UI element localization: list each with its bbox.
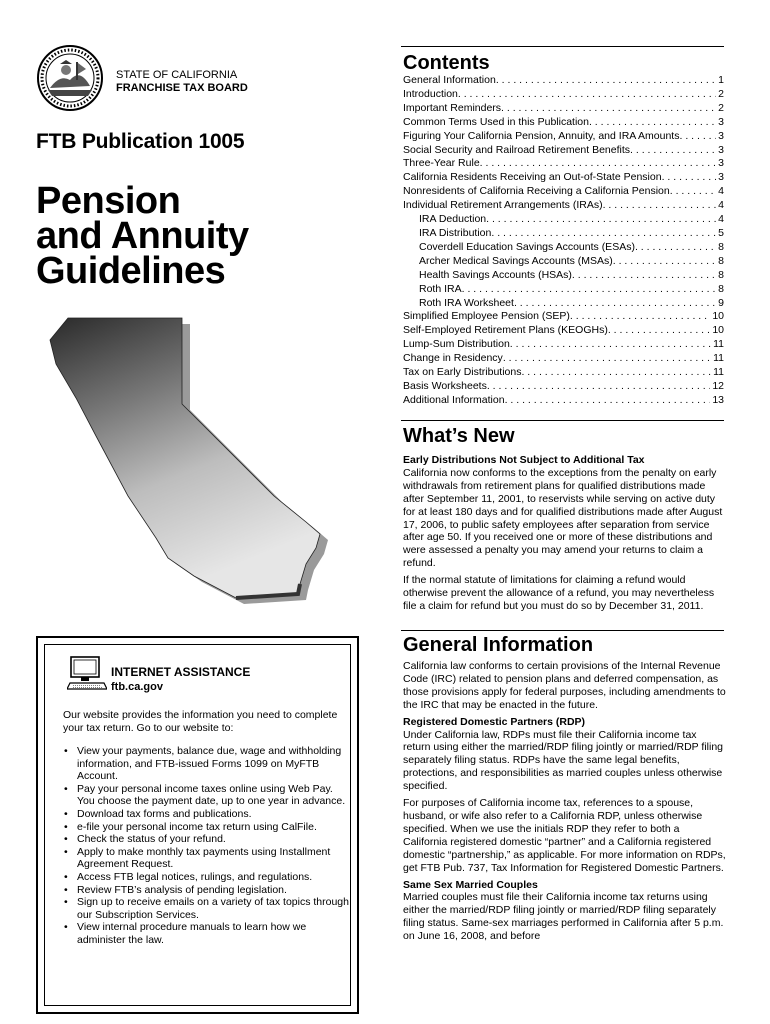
general-info-paragraph-4: Married couples must file their California income tax returns using either the married/RDP filing jointly or married/RDP filing separately filing status. Same-sex marriages performed in California after 5 p.m. on June 16, 2008, and before	[403, 891, 724, 943]
list-item: • Apply to make monthly tax payments using Installment Agreement Request.	[63, 846, 353, 871]
toc-entry[interactable]	[403, 324, 724, 338]
whats-new-heading: What’s New	[403, 425, 515, 447]
toc-dot-leader	[670, 185, 716, 199]
contents-heading: Contents	[403, 52, 490, 74]
toc-entry[interactable]	[403, 74, 724, 88]
toc-entry-page: 4	[718, 213, 724, 226]
toc-dot-leader	[491, 227, 716, 241]
general-information-section	[403, 660, 726, 943]
whats-new-paragraph-1: California now conforms to the exceptions from the penalty on early withdrawals from retirement plans for qualified distributions made after September 11, 2001, to reservists while serving on active duty for at least 180 days and for qualified distributions made after August 17, 2006, to public safety employees after separation from service after age 50. If you received one or more of these distributions and were assessed a penalty you may amend your returns to claim a refund.	[403, 466, 723, 570]
toc-entry-title: Basis Worksheets	[403, 379, 487, 392]
toc-entry-title: Roth IRA Worksheet	[419, 296, 514, 309]
toc-entry[interactable]	[403, 283, 724, 297]
list-item: • Pay your personal income taxes online using Web Pay. You choose the payment date, up to one year in advance.	[63, 783, 353, 808]
toc-dot-leader	[662, 171, 717, 185]
computer-icon	[67, 655, 107, 691]
toc-entry[interactable]	[403, 116, 724, 130]
whats-new-paragraph-2: If the normal statute of limitations for claiming a refund would otherwise prevent the allowance of a refund, you may nevertheless file a claim for refund but you must do so by December 31, 2011.	[403, 574, 715, 612]
publication-number: FTB Publication 1005	[36, 130, 245, 153]
document-title	[36, 180, 249, 292]
list-item: • e-file your personal income tax return using CalFile.	[63, 821, 353, 834]
general-info-paragraph-2: Under California law, RDPs must file their California income tax return using either the married/RDP filing jointly or married/RDP filing separately filing status. RDPs have the same legal benefits, protections, and responsibilities as married couples unless otherwise specified.	[403, 728, 723, 793]
agency-line-1: STATE OF CALIFORNIA	[116, 69, 238, 81]
toc-entry-page: 3	[718, 171, 724, 184]
toc-entry-title: Figuring Your California Pension, Annuity, and IRA Amounts	[403, 129, 680, 142]
toc-dot-leader	[462, 283, 717, 297]
toc-entry[interactable]	[403, 380, 724, 394]
list-item: • View your payments, balance due, wage and withholding information, and FTB-issued Forms 1099 on MyFTB Account.	[63, 745, 353, 783]
toc-entry-page: 4	[718, 185, 724, 198]
toc-entry-title: IRA Deduction	[419, 213, 487, 226]
toc-entry-page: 2	[718, 87, 724, 100]
list-item: • Sign up to receive emails on a variety of tax topics through our Subscription Services.	[63, 896, 353, 921]
toc-dot-leader	[503, 352, 711, 366]
toc-entry[interactable]	[403, 157, 724, 171]
toc-entry-page: 2	[718, 101, 724, 114]
toc-entry[interactable]	[403, 227, 724, 241]
toc-entry[interactable]	[403, 144, 724, 158]
toc-entry[interactable]	[403, 255, 724, 269]
toc-entry-page: 13	[712, 393, 724, 406]
toc-entry[interactable]	[403, 130, 724, 144]
rdp-subheading: Registered Domestic Partners (RDP)	[403, 715, 586, 728]
toc-entry[interactable]	[403, 171, 724, 185]
toc-dot-leader	[486, 213, 716, 227]
internet-assistance-title: INTERNET ASSISTANCE	[111, 665, 251, 679]
toc-entry-title: Common Terms Used in this Publication	[403, 115, 589, 128]
toc-entry-title: Coverdell Education Savings Accounts (ESAs)	[419, 240, 635, 253]
general-info-paragraph-1: California law conforms to certain provisions of the Internal Revenue Code (IRC) related to pension plans and deferred compensation, as those provisions apply for federal purposes, including amendments to the IRC that may be enacted in the future.	[403, 660, 726, 711]
toc-entry-title: Lump-Sum Distribution	[403, 338, 510, 351]
toc-entry[interactable]	[403, 185, 724, 199]
toc-entry-page: 11	[713, 352, 724, 365]
toc-entry[interactable]	[403, 366, 724, 380]
toc-entry[interactable]	[403, 338, 724, 352]
toc-dot-leader	[635, 241, 716, 255]
toc-entry[interactable]	[403, 102, 724, 116]
toc-entry[interactable]	[403, 213, 724, 227]
internet-assistance-intro: Our website provides the information you need to complete your tax return. Go to our website to:	[63, 709, 338, 734]
toc-dot-leader	[608, 324, 710, 338]
toc-entry-page: 8	[718, 282, 724, 295]
general-info-paragraph-3: For purposes of California income tax, references to a spouse, husband, or wife also refer to a California RDP, unless otherwise specified. When we use the initials RDP they refer to both a California registered domestic “partner” and a California registered domestic “partnership,” as applicable. For more information on RDPs, get FTB Pub. 737, Tax Information for Registered Domestic Partners.	[403, 797, 726, 874]
divider	[401, 630, 724, 631]
toc-entry-page: 3	[718, 129, 724, 142]
toc-dot-leader	[521, 366, 711, 380]
table-of-contents	[403, 74, 724, 408]
toc-entry-title: Roth IRA	[419, 282, 462, 295]
toc-dot-leader	[501, 102, 716, 116]
california-map-icon	[44, 308, 364, 610]
toc-entry-title: Introduction	[403, 87, 458, 100]
toc-entry-page: 10	[712, 310, 724, 323]
toc-dot-leader	[570, 310, 710, 324]
general-information-heading: General Information	[403, 634, 594, 656]
toc-entry-title: Important Reminders	[403, 101, 502, 114]
list-item: • View internal procedure manuals to learn how we administer the law.	[63, 921, 353, 946]
toc-entry[interactable]	[403, 88, 724, 102]
list-item: • Access FTB legal notices, rulings, and regulations.	[63, 871, 353, 884]
toc-dot-leader	[603, 199, 717, 213]
toc-dot-leader	[496, 74, 716, 88]
toc-entry-title: Self-Employed Retirement Plans (KEOGHs)	[403, 324, 608, 337]
toc-entry-title: Nonresidents of California Receiving a California Pension	[403, 185, 670, 198]
toc-dot-leader	[589, 116, 716, 130]
title-line-1: Pension	[36, 180, 181, 222]
toc-entry-title: Individual Retirement Arrangements (IRAs)	[403, 199, 603, 212]
divider	[401, 420, 724, 421]
internet-assistance-inner	[44, 644, 351, 1006]
toc-entry[interactable]	[403, 199, 724, 213]
toc-entry-page: 8	[718, 254, 724, 267]
toc-entry[interactable]	[403, 241, 724, 255]
toc-entry-page: 3	[718, 143, 724, 156]
toc-entry-page: 11	[713, 366, 724, 379]
toc-dot-leader	[572, 269, 716, 283]
divider	[401, 46, 724, 47]
toc-dot-leader	[630, 144, 716, 158]
toc-entry-page: 3	[718, 157, 724, 170]
internet-services-list	[63, 745, 353, 947]
toc-entry[interactable]	[403, 394, 724, 408]
title-line-3: Guidelines	[36, 250, 226, 292]
toc-entry-title: IRA Distribution	[419, 226, 492, 239]
agency-line-2: FRANCHISE TAX BOARD	[116, 82, 248, 94]
same-sex-subheading: Same Sex Married Couples	[403, 878, 538, 891]
whats-new-section	[403, 454, 726, 613]
toc-dot-leader	[505, 394, 711, 408]
toc-dot-leader	[510, 338, 711, 352]
toc-dot-leader	[480, 157, 717, 171]
toc-entry-page: 1	[718, 74, 724, 86]
internet-assistance-box	[36, 636, 359, 1014]
toc-entry[interactable]	[403, 297, 724, 311]
toc-entry-title: Tax on Early Distributions	[403, 366, 522, 379]
toc-entry-title: Archer Medical Savings Accounts (MSAs)	[419, 254, 613, 267]
toc-entry-title: California Residents Receiving an Out-of-State Pension	[403, 171, 662, 184]
toc-dot-leader	[679, 130, 716, 144]
toc-entry[interactable]	[403, 310, 724, 324]
toc-entry-page: 8	[718, 268, 724, 281]
title-line-2: and Annuity	[36, 215, 249, 257]
toc-entry-title: Social Security and Railroad Retirement Benefits	[403, 143, 631, 156]
list-item: • Download tax forms and publications.	[63, 808, 353, 821]
toc-entry-title: Change in Residency	[403, 352, 503, 365]
toc-dot-leader	[613, 255, 716, 269]
toc-dot-leader	[458, 88, 716, 102]
toc-entry-title: Health Savings Accounts (HSAs)	[419, 268, 572, 281]
whats-new-subheading: Early Distributions Not Subject to Additional Tax	[403, 454, 645, 466]
toc-entry-title: General Information	[403, 74, 496, 86]
toc-entry[interactable]	[403, 352, 724, 366]
toc-entry-page: 10	[712, 324, 724, 337]
toc-entry-page: 12	[712, 379, 724, 392]
toc-entry-page: 11	[713, 338, 724, 351]
toc-entry-page: 8	[718, 240, 724, 253]
toc-entry-page: 3	[718, 115, 724, 128]
toc-entry-page: 5	[718, 226, 724, 239]
state-seal-icon	[36, 44, 104, 112]
toc-dot-leader	[487, 380, 710, 394]
toc-entry-title: Additional Information	[403, 393, 505, 406]
toc-entry-page: 4	[718, 199, 724, 212]
website-link[interactable]: ftb.ca.gov	[111, 681, 163, 693]
toc-entry-title: Simplified Employee Pension (SEP)	[403, 310, 570, 323]
list-item: • Check the status of your refund.	[63, 833, 353, 846]
toc-entry-page: 9	[718, 296, 724, 309]
agency-name	[116, 69, 248, 95]
toc-entry[interactable]	[403, 269, 724, 283]
list-item: • Review FTB’s analysis of pending legislation.	[63, 884, 353, 897]
toc-dot-leader	[514, 297, 716, 311]
toc-entry-title: Three-Year Rule	[403, 157, 480, 170]
